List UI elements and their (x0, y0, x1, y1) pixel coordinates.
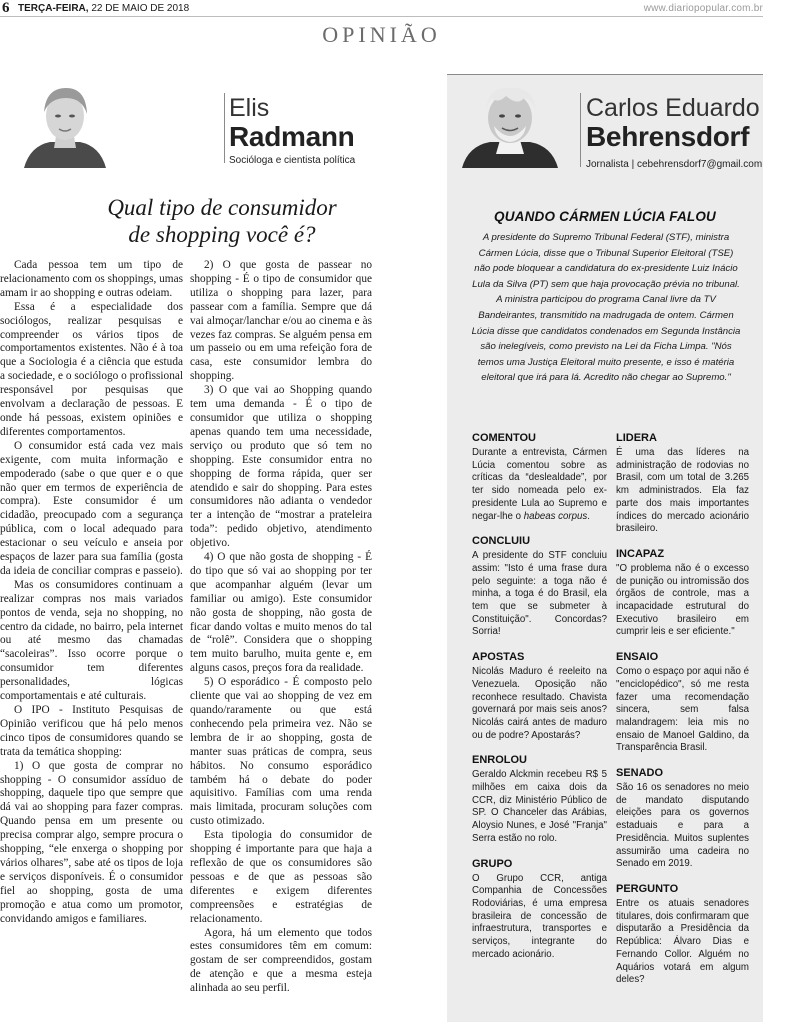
note-title: COMENTOU (472, 432, 536, 444)
notes-column-left (472, 432, 607, 974)
article-paragraph: Esta tipologia do consumidor de shopping é importante para que haja a reflexão de que os consumidores são pessoas e de que as pessoas são diferentes e exigem diferentes compreensões e estratégias de relacionamento. (190, 829, 372, 925)
headline-line-1: Qual tipo de consumidor (107, 195, 337, 220)
article-paragraph: 3) O que vai ao Shopping quando tem uma demanda - É o tipo de consumidor que utiliza o shopping apenas quando tem uma necessidade, serviço ou produto que só tem no shopping. Este consumidor entra no shopping de forma rápida, quer ser atendido e sair do shopping. Para estes consumidores não adianta o vendedor ter a intenção de “mostrar a prateleira toda”: pedido objetivo, atendimento objetivo. (190, 384, 372, 550)
page-number: 6 (2, 0, 10, 16)
date-text: 22 DE MAIO DE 2018 (88, 3, 190, 14)
author-first-name: Carlos Eduardo (586, 94, 760, 122)
notes-column-right (616, 432, 749, 999)
note-text-part: Durante a entrevista, Cármen Lúcia comentou sobre as críticas da “deslealdade”, por ter sido nomeada pelo ex-presidente Lula ao Supremo e negar-lhe o (472, 447, 607, 522)
note-text-part: . (587, 510, 590, 522)
headline-line-2: de shopping você é? (128, 222, 316, 247)
note-text-italic: habeas corpus (523, 510, 588, 522)
panel-top-rule (447, 74, 763, 75)
note-text: Geraldo Alckmin recebeu R$ 5 milhões em caixa dois da CCR, diz Ministério Público de SP. O Chanceler das Arábias, Aloysio Nunes, e José "Franja" Serra estão no rolo. (472, 769, 607, 844)
article-paragraph: Agora, há um elemento que todos estes consumidores têm em comum: gostam de ser compreendidos, gostam de atenção e que a mesma esteja alinhada ao seu perfil. (190, 926, 372, 995)
note-title: SENADO (616, 767, 664, 780)
note-title: INCAPAZ (616, 547, 665, 560)
issue-date (18, 3, 189, 14)
article-paragraph: Cada pessoa tem um tipo de relacionamento com os shoppings, umas amam ir ao shopping e outras odeiam. (0, 259, 183, 299)
note-text: "O problema não é o excesso de punição ou intromissão dos órgãos de controle, mas a incapacidade estrutural do Executivo brasileiro em cumprir leis e ser eficiente." (616, 562, 749, 638)
author-role: Jornalista | cebehrensdorf7@gmail.com (586, 159, 763, 170)
column-title: QUANDO CÁRMEN LÚCIA FALOU (494, 209, 716, 224)
author-name-right (586, 94, 762, 170)
note-text (472, 447, 607, 523)
note-text: A presidente do STF concluiu assim: "Isto é uma frase dura pelo seguinte: a toga não é minha, a toga é do Brasil, ela tem que se submeter à Constituição". Concordas? Sorria! (472, 550, 607, 638)
note-title: LIDERA (616, 432, 657, 444)
note-title: APOSTAS (472, 651, 525, 664)
author-first-name: Elis (229, 94, 270, 122)
header-rule (0, 16, 763, 17)
column-intro: A presidente do Supremo Tribunal Federal (STF), ministra Cármen Lúcia, disse que o Tribunal Superior Eleitoral (TSE) não pode bloquear a candidatura do ex-presidente Luiz Inácio Lula da Silva (PT) sem que haja provocação prévia no tribunal. A ministra participou do programa Canal livre da TV Bandeirantes, transmitido na madrugada de ontem. Cármen Lúcia disse que candidatos condenados em Segunda Instância são inelegíveis, como previsto na Lei da Ficha Limpa. "Nós temos uma Justiça Eleitoral muito presente, e isso é matéria eleitoral que irá para lá. Acredito não chegar ao Supremo." (471, 232, 741, 384)
note-text: São 16 os senadores no meio de mandato disputando eleições para os governos estaduais e para a Presidência. Muitos suplentes assumirão uma cadeira no Senado em 2019. (616, 782, 749, 870)
article-paragraph: 2) O que gosta de passear no shopping - É o tipo de consumidor que utiliza o shopping para lazer, para passear com a família. Sempre que dá vai almoçar/lanchar e/ou ao cinema e às vezes faz compras. Se alguém pensa em um passeio ou em uma refeição fora de casa, este consumidor lembra do shopping. (190, 259, 372, 383)
article-paragraph: Mas os consumidores continuam a realizar compras nos mais variados pontos de venda, seja no shopping, no centro da cidade, no bairro, pela internet ou até mesmo das chamadas “sacoleiras”. Isso ocorre porque o consumidor tem diferentes personalidades, lógicas comportamentais e até culturais. (0, 578, 183, 703)
note-text: O Grupo CCR, antiga Companhia de Concessões Rodoviárias, é uma empresa brasileira de concessão de infraestrutura, transportes e serviços, integrante do mercado acionário. (472, 872, 607, 960)
portrait-carlos-icon (458, 80, 562, 168)
author-name-left (229, 94, 355, 166)
author-last-name: Radmann (229, 121, 355, 152)
author-role: Socióloga e cientista política (229, 155, 356, 166)
note-title: CONCLUIU (472, 535, 531, 548)
section-title: OPINIÃO (322, 22, 441, 47)
article-column-2 (190, 259, 372, 996)
note-text: Como o espaço por aqui não é "enciclopédico", só me resta fazer uma recomendação sincera, sem falsa malandragem: leia mis no ensaio de Manoel Galdino, da Transparência Brasil. (616, 666, 749, 754)
note-text: Entre os atuais senadores titulares, dois confirmaram que disputarão a Presidência da República: Álvaro Dias e Fernando Collor. Alguém no Aquários votará em algum deles? (616, 897, 749, 986)
article-paragraph: 4) O que não gosta de shopping - É do tipo que só vai ao shopping por ter que acompanhar alguém (levar um familiar ou amigo). Este consumidor não gosta de shopping, não gosta de ficar dando voltas e muito menos do tal de “rolê”. Considera que o shopping tem muito barulho, muita gente e, em alguns casos, preços fora da realidade. (190, 551, 372, 675)
note-title: ENROLOU (472, 754, 527, 767)
note-title: ENSAIO (616, 651, 659, 664)
article-column-1 (0, 259, 183, 927)
note-title: PERGUNTO (616, 882, 679, 895)
note-text: É uma das líderes na administração de rodovias no Brasil, com um total de 3.265 km administrados. Ela faz parte dos mais importantes índices do mercado acionário brasileiro. (616, 447, 749, 535)
author-divider-right (580, 93, 581, 167)
site-url[interactable]: www.diariopopular.com.br (643, 3, 763, 14)
note-title: GRUPO (472, 857, 513, 870)
article-paragraph: O IPO - Instituto Pesquisas de Opinião verificou que há pelo menos cinco tipos de consumidores quando se trata da temática shopping: (0, 704, 183, 758)
article-paragraph: 5) O esporádico - É composto pelo cliente que vai ao shopping de vez em quando/raramente ou que está conhecendo pela primeira vez. Não se lembra de ir ao shopping, gosta de manter suas práticas de compra, seus hábitos. No consumo esporádico também há o debate do poder aquisitivo. Famílias com uma renda mais limitada, procuram soluções com custo otimizado. (190, 676, 372, 828)
weekday: TERÇA-FEIRA, (18, 3, 89, 14)
article-headline (20, 194, 424, 248)
author-photo-carlos (458, 80, 562, 168)
author-photo-elis (16, 76, 114, 168)
author-divider-left (224, 93, 225, 163)
author-last-name: Behrensdorf (586, 121, 750, 152)
article-paragraph: Essa é a especialidade dos sociólogos, realizar pesquisas e compreender os vários tipos de comportamentos existentes. Não é à toa que a Sociologia é a ciência que estuda a sociedade, e o sociólogo o profissional responsável por pesquisas que envolvam a declaração de pessoas. E onde há pessoas, existem opiniões e diferentes comportamentos. (0, 300, 183, 438)
article-paragraph: O consumidor está cada vez mais exigente, com muita informação e empoderado (sabe o que quer e o que não quer em termos de experiência de compra). Este consumidor é um cidadão, preocupado com a segurança pública, com o local adequado para estacionar o seu veículo e anseia por espaços de lazer para sua família (gosta da ideia de conciliar compras e passeio). (0, 439, 183, 577)
portrait-elis-icon (16, 76, 114, 168)
note-text: Nicolás Maduro é reeleito na Venezuela. Oposição não reconhece resultado. Chavista governará por mais seis anos? Nicolás cairá antes de maduro ou de podre? Apostarás? (472, 666, 607, 741)
article-paragraph: 1) O que gosta de comprar no shopping - O consumidor assíduo de shopping, daquele tipo que sempre que dá vai ao shopping para fazer compras. Quando pensa em um presente ou precisa comprar algo, sempre procura o shopping, “ele enxerga o shopping por vários olhares”, sabe até os tipos de loja e serviços disponíveis. É o consumidor fiel ao shopping, gosta de uma promoção e atua como um promotor, convidando amigos e familiares. (0, 759, 183, 925)
